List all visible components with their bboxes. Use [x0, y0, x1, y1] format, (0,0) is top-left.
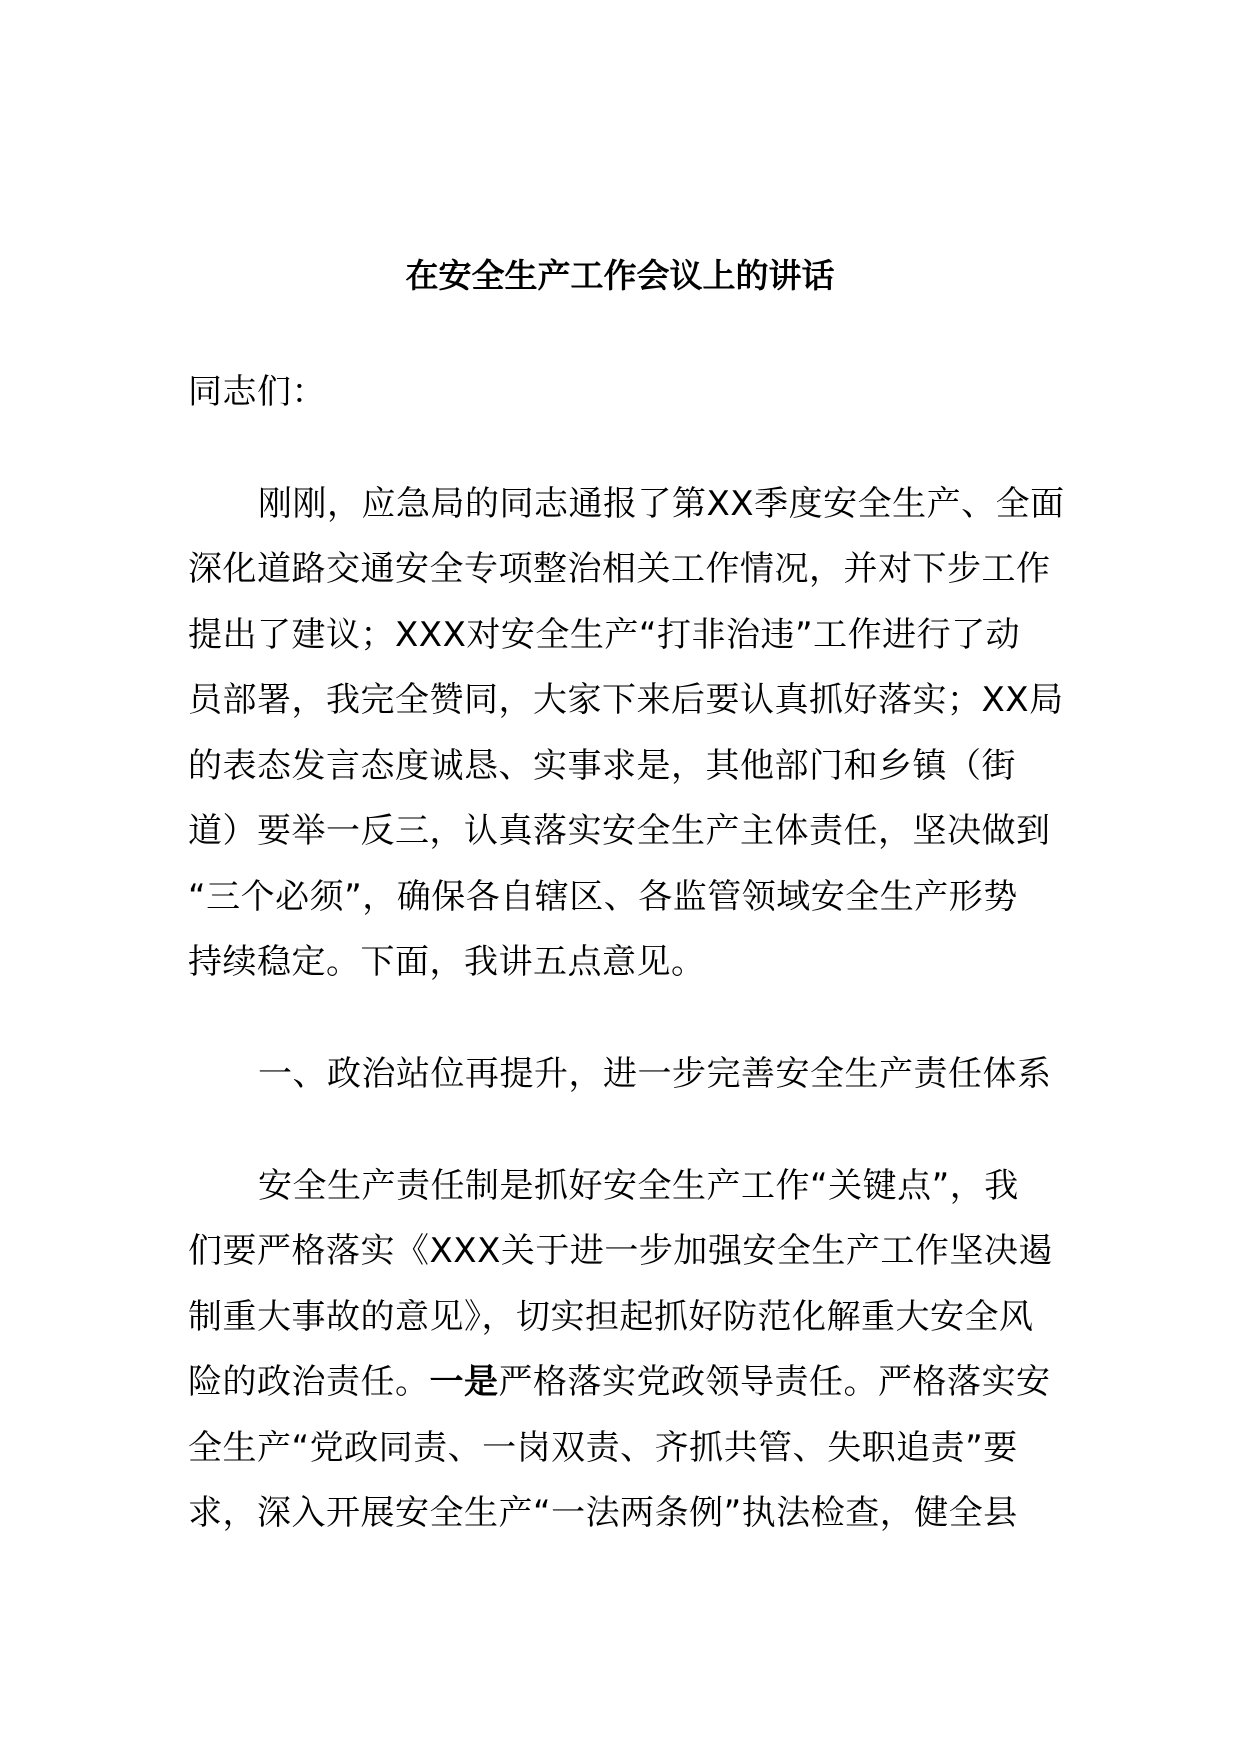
text-line: 们要严格落实《XXX关于进一步加强安全生产工作坚决遏: [188, 1231, 1053, 1271]
text-line: 刚刚，应急局的同志通报了第XX季度安全生产、全面: [258, 484, 1065, 524]
text-line: “三个必须”，确保各自辖区、各监管领域安全生产形势: [188, 877, 1018, 917]
salutation: 同志们：: [188, 372, 326, 412]
document-title: 在安全生产工作会议上的讲话: [405, 256, 835, 295]
text-line: 制重大事故的意见》，切实担起抓好防范化解重大安全风: [188, 1297, 1034, 1337]
text-line: 员部署，我完全赞同，大家下来后要认真抓好落实；XX局: [188, 680, 1064, 720]
text-line: [188, 1362, 1051, 1402]
text-line: 安全生产责任制是抓好安全生产工作“关键点”，我: [258, 1166, 1019, 1206]
bold-lead-text: 一是: [429, 1362, 499, 1402]
text-line: 提出了建议；XXX对安全生产“打非治违”工作进行了动: [188, 615, 1021, 655]
text-span: 险的政治责任。: [188, 1362, 430, 1402]
text-line: 深化道路交通安全专项整治相关工作情况，并对下步工作: [188, 549, 1051, 589]
text-line: 全生产“党政同责、一岗双责、齐抓共管、失职追责”要: [188, 1428, 1018, 1468]
text-line: 道）要举一反三，认真落实安全生产主体责任，坚决做到: [188, 811, 1051, 851]
text-span: 严格落实党政领导责任。严格落实安: [498, 1362, 1051, 1402]
text-line: 的表态发言态度诚恳、实事求是，其他部门和乡镇（街: [188, 746, 1016, 786]
text-line: 求，深入开展安全生产“一法两条例”执法检查，健全县: [188, 1493, 1018, 1533]
section-heading: 一、政治站位再提升，进一步完善安全生产责任体系: [258, 1054, 1052, 1094]
text-line: 持续稳定。下面，我讲五点意见。: [188, 942, 706, 982]
